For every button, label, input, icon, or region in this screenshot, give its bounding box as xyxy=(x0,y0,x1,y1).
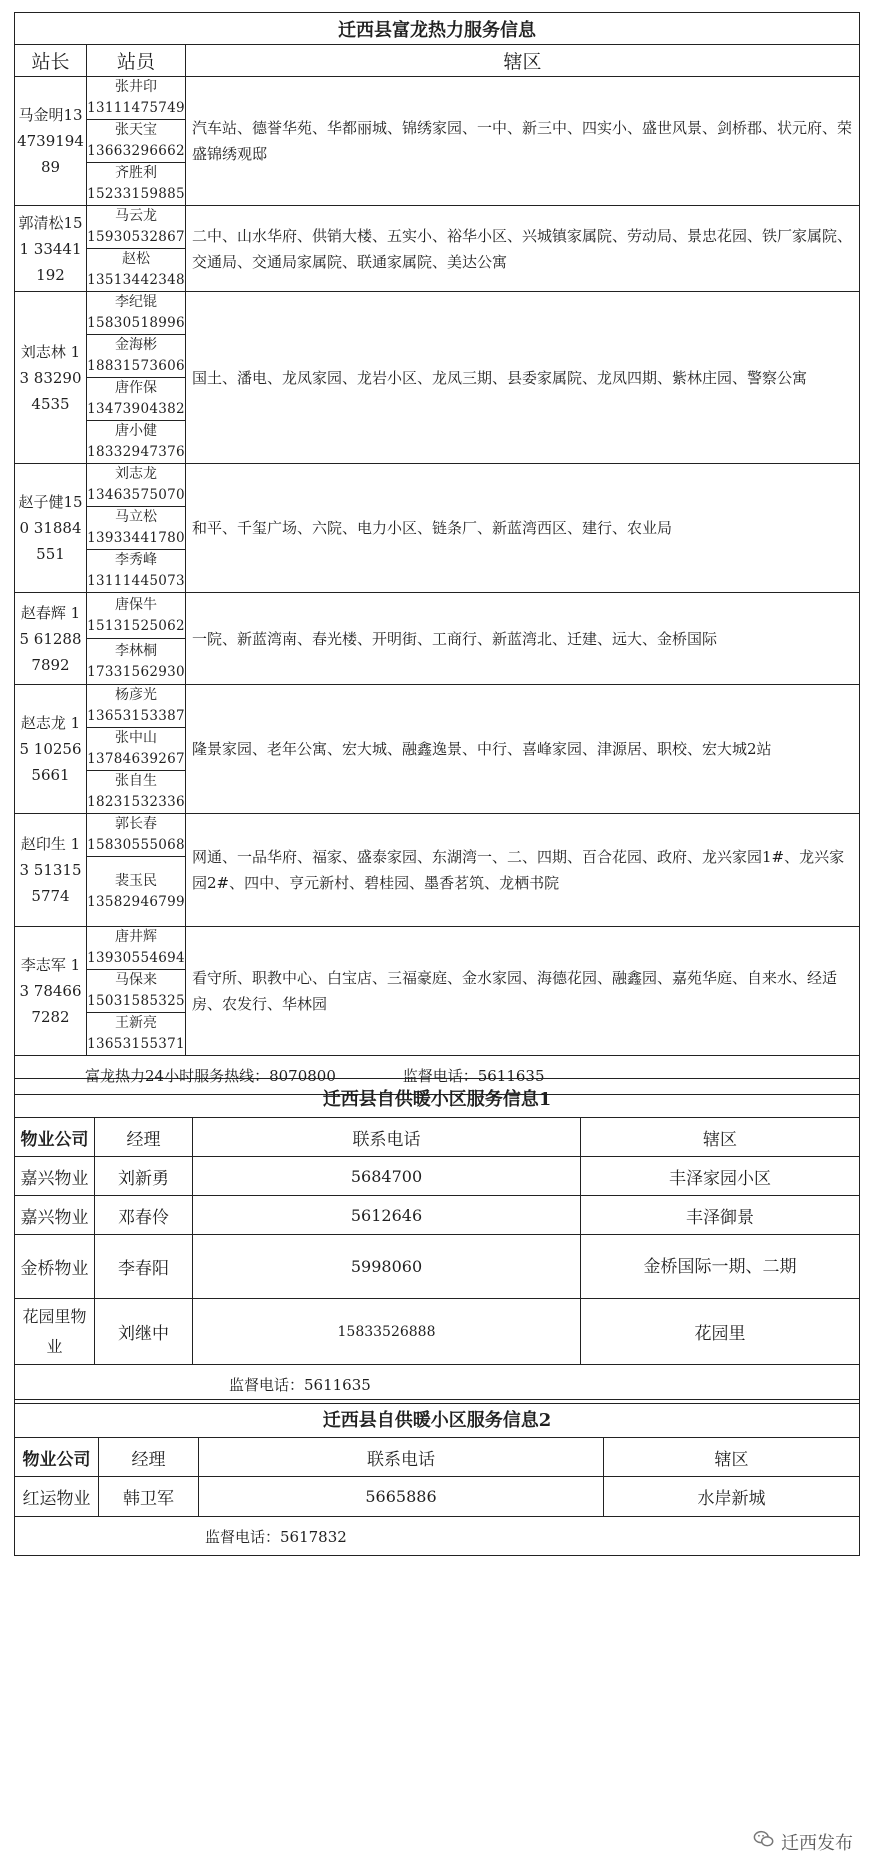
area-cell: 金桥国际一期、二期 xyxy=(581,1235,860,1299)
staff-phone: 13784639267 xyxy=(87,751,185,767)
staff-cell xyxy=(87,927,186,970)
staff-phone: 13653153387 xyxy=(87,708,185,724)
header-leader: 站长 xyxy=(15,45,87,77)
staff-name: 唐井辉 xyxy=(115,929,157,945)
header-phone: 联系电话 xyxy=(193,1118,581,1157)
station-leader: 赵印生 13 513155774 xyxy=(15,814,87,927)
staff-name: 赵松 xyxy=(122,251,150,267)
staff-name: 王新亮 xyxy=(115,1015,157,1031)
station-leader: 赵志龙 15 102565661 xyxy=(15,685,87,814)
service-area: 国土、潘电、龙凤家园、龙岩小区、龙凤三期、县委家属院、龙凤四期、紫林庄园、警察公寓 xyxy=(186,292,860,464)
staff-cell xyxy=(87,249,186,292)
header-phone: 联系电话 xyxy=(199,1438,604,1477)
staff-phone: 15930532867 xyxy=(87,229,185,245)
staff-phone: 15031585325 xyxy=(87,993,185,1009)
table-title: 迁西县自供暖小区服务信息2 xyxy=(15,1400,860,1438)
company-cell: 花园里物业 xyxy=(15,1299,95,1365)
phone-cell: 15833526888 xyxy=(193,1299,581,1365)
self-heating-table-1 xyxy=(14,1078,860,1404)
table-title: 迁西县富龙热力服务信息 xyxy=(15,13,860,45)
header-area: 辖区 xyxy=(604,1438,860,1477)
company-cell: 嘉兴物业 xyxy=(15,1196,95,1235)
area-cell: 花园里 xyxy=(581,1299,860,1365)
staff-name: 马云龙 xyxy=(115,208,157,224)
staff-name: 刘志龙 xyxy=(115,466,157,482)
staff-name: 唐保牛 xyxy=(115,596,157,613)
service-area: 一院、新蓝湾南、春光楼、开明街、工商行、新蓝湾北、迁建、远大、金桥国际 xyxy=(186,593,860,685)
service-area: 和平、千玺广场、六院、电力小区、链条厂、新蓝湾西区、建行、农业局 xyxy=(186,464,860,593)
phone-cell: 5665886 xyxy=(199,1477,604,1517)
station-leader: 郭清松151 33441192 xyxy=(15,206,87,292)
area-cell: 丰泽御景 xyxy=(581,1196,860,1235)
station-leader: 马金明134739194 89 xyxy=(15,77,87,206)
supervision-phone: 监督电话：5617832 xyxy=(15,1517,860,1556)
staff-phone: 13463575070 xyxy=(87,487,185,503)
staff-cell xyxy=(87,814,186,857)
staff-name: 张自生 xyxy=(115,773,157,789)
staff-phone: 13933441780 xyxy=(87,530,185,546)
service-hotline: 富龙热力24小时服务热线：8070800 xyxy=(85,1066,336,1085)
wechat-icon xyxy=(753,1828,775,1855)
phone-cell: 5684700 xyxy=(193,1157,581,1196)
supervision-phone: 监督电话：5611635 xyxy=(15,1365,860,1404)
staff-name: 李秀峰 xyxy=(115,552,157,568)
staff-name: 杨彦光 xyxy=(115,687,157,703)
staff-phone: 15233159885 xyxy=(87,186,185,202)
staff-phone: 13663296662 xyxy=(87,143,185,159)
area-cell: 丰泽家园小区 xyxy=(581,1157,860,1196)
manager-cell: 刘继中 xyxy=(95,1299,193,1365)
manager-cell: 刘新勇 xyxy=(95,1157,193,1196)
staff-cell xyxy=(87,550,186,593)
staff-phone: 13111475749 xyxy=(87,100,185,116)
staff-name: 马立松 xyxy=(115,509,157,525)
header-company: 物业公司 xyxy=(15,1438,99,1477)
station-leader: 刘志林 13 832904535 xyxy=(15,292,87,464)
service-area: 隆景家园、老年公寓、宏大城、融鑫逸景、中行、喜峰家园、津源居、职校、宏大城2站 xyxy=(186,685,860,814)
staff-phone: 13473904382 xyxy=(87,401,185,417)
manager-cell: 邓春伶 xyxy=(95,1196,193,1235)
phone-cell: 5998060 xyxy=(193,1235,581,1299)
company-cell: 红运物业 xyxy=(15,1477,99,1517)
table-title: 迁西县自供暖小区服务信息1 xyxy=(15,1079,860,1118)
header-manager: 经理 xyxy=(95,1118,193,1157)
heating-service-table xyxy=(14,12,860,1095)
staff-cell xyxy=(87,970,186,1013)
staff-name: 李林桐 xyxy=(115,642,157,659)
staff-name: 金海彬 xyxy=(115,337,157,353)
staff-cell xyxy=(87,421,186,464)
staff-name: 裴玉民 xyxy=(115,872,157,889)
staff-cell xyxy=(87,593,186,639)
staff-phone: 15131525062 xyxy=(87,617,185,634)
staff-phone: 18231532336 xyxy=(87,794,185,810)
staff-cell xyxy=(87,206,186,249)
header-area: 辖区 xyxy=(186,45,860,77)
service-area: 网通、一品华府、福家、盛泰家园、东湖湾一、二、四期、百合花园、政府、龙兴家园1#、龙兴家园2#、四中、亨元新村、碧桂园、墨香茗筑、龙栖书院 xyxy=(186,814,860,927)
staff-phone: 13653155371 xyxy=(87,1036,185,1052)
staff-name: 张天宝 xyxy=(115,122,157,138)
staff-name: 郭长春 xyxy=(115,816,157,832)
staff-phone: 15830518996 xyxy=(87,315,185,331)
staff-cell xyxy=(87,857,186,927)
service-area: 二中、山水华府、供销大楼、五实小、裕华小区、兴城镇家属院、劳动局、景忠花园、铁厂家属院、交通局、交通局家属院、联通家属院、美达公寓 xyxy=(186,206,860,292)
staff-cell xyxy=(87,728,186,771)
staff-name: 齐胜利 xyxy=(115,165,157,181)
staff-name: 唐作保 xyxy=(115,380,157,396)
header-manager: 经理 xyxy=(99,1438,199,1477)
staff-name: 唐小健 xyxy=(115,423,157,439)
self-heating-table-2 xyxy=(14,1399,860,1556)
staff-phone: 13582946799 xyxy=(87,893,185,910)
header-member: 站员 xyxy=(87,45,186,77)
service-area: 看守所、职教中心、白宝店、三福豪庭、金水家园、海德花园、融鑫园、嘉苑华庭、自来水、经适房、农发行、华林园 xyxy=(186,927,860,1056)
manager-cell: 韩卫军 xyxy=(99,1477,199,1517)
staff-cell xyxy=(87,1013,186,1056)
staff-cell xyxy=(87,292,186,335)
station-leader: 李志军 13 784667282 xyxy=(15,927,87,1056)
company-cell: 金桥物业 xyxy=(15,1235,95,1299)
watermark-text: 迁西发布 xyxy=(781,1832,853,1854)
staff-phone: 13111445073 xyxy=(87,573,185,589)
staff-name: 李纪锟 xyxy=(115,294,157,310)
staff-cell xyxy=(87,464,186,507)
station-leader: 赵春辉 15 612887892 xyxy=(15,593,87,685)
manager-cell: 李春阳 xyxy=(95,1235,193,1299)
staff-cell xyxy=(87,163,186,206)
header-company: 物业公司 xyxy=(15,1118,95,1157)
staff-phone: 13930554694 xyxy=(87,950,185,966)
area-cell: 水岸新城 xyxy=(604,1477,860,1517)
staff-phone: 18332947376 xyxy=(87,444,185,460)
staff-cell xyxy=(87,335,186,378)
watermark xyxy=(753,1828,853,1855)
staff-cell xyxy=(87,378,186,421)
staff-cell xyxy=(87,771,186,814)
staff-cell xyxy=(87,120,186,163)
station-leader: 赵子健150 31884551 xyxy=(15,464,87,593)
phone-cell: 5612646 xyxy=(193,1196,581,1235)
staff-phone: 15830555068 xyxy=(87,837,185,853)
staff-cell xyxy=(87,507,186,550)
staff-name: 张中山 xyxy=(115,730,157,746)
header-area: 辖区 xyxy=(581,1118,860,1157)
staff-phone: 17331562930 xyxy=(87,663,185,680)
staff-phone: 13513442348 xyxy=(87,272,185,288)
staff-cell xyxy=(87,685,186,728)
staff-name: 张井印 xyxy=(115,79,157,95)
staff-phone: 18831573606 xyxy=(87,358,185,374)
company-cell: 嘉兴物业 xyxy=(15,1157,95,1196)
staff-cell xyxy=(87,639,186,685)
staff-name: 马保来 xyxy=(115,972,157,988)
staff-cell xyxy=(87,77,186,120)
supervision-phone: 监督电话：5611635 xyxy=(402,1066,545,1085)
service-area: 汽车站、德誉华苑、华都丽城、锦绣家园、一中、新三中、四实小、盛世风景、剑桥郡、状元府、荣盛锦绣观邸 xyxy=(186,77,860,206)
